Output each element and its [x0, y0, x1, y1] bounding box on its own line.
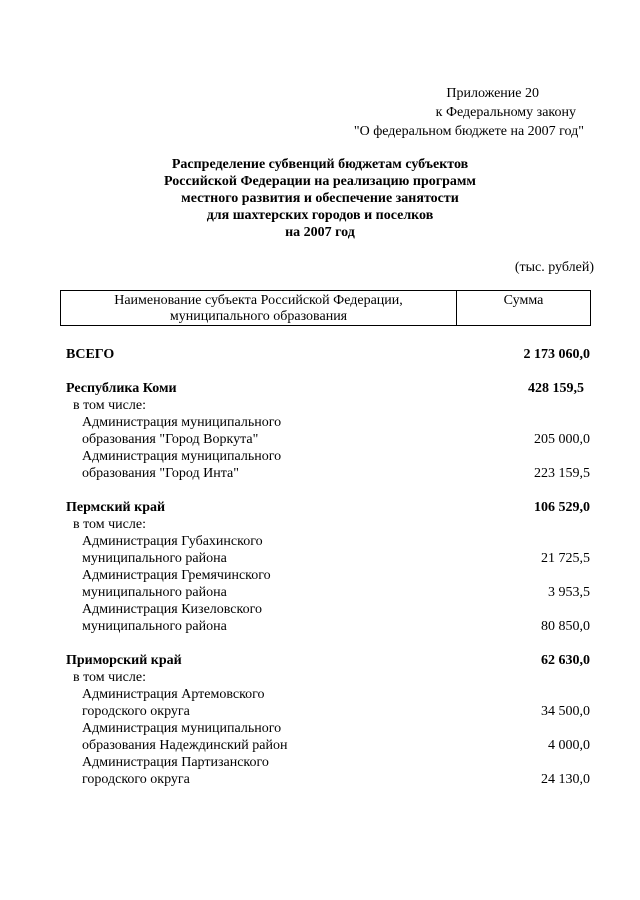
region-name: Пермский край: [66, 500, 166, 515]
region-value: 428 159,5: [528, 381, 584, 396]
column-header-sum: Сумма: [503, 293, 544, 308]
municipality-row: [66, 567, 590, 601]
municipality-row: [66, 754, 590, 788]
region-name: Приморский край: [66, 653, 182, 668]
title-line-4: для шахтерских городов и поселков: [206, 208, 434, 223]
municipality-row: [66, 686, 590, 720]
region-value: 62 630,0: [541, 653, 590, 668]
municipality-value: 21 725,5: [541, 551, 590, 566]
region-group: [66, 380, 590, 482]
municipality-value: 24 130,0: [541, 772, 590, 787]
municipality-name-line-2: муниципального района: [82, 551, 227, 566]
region-group: [66, 499, 590, 635]
column-header-name-line-2: муниципального образования: [169, 309, 348, 324]
municipality-name-line-2: городского округа: [82, 772, 190, 787]
region-row: [66, 380, 590, 397]
municipality-row: [66, 533, 590, 567]
title-line-2: Российской Федерации на реализацию программ: [164, 174, 476, 189]
units-label: (тыс. рублей): [514, 260, 594, 275]
document-title: [120, 156, 520, 241]
table-header: [60, 290, 591, 326]
annex-header: [354, 84, 584, 141]
title-line-1: Распределение субвенций бюджетам субъектов: [171, 157, 469, 172]
region-value: 106 529,0: [534, 500, 590, 515]
municipality-name-line-2: муниципального района: [82, 619, 227, 634]
total-value: 2 173 060,0: [523, 347, 590, 362]
municipality-value: 4 000,0: [548, 738, 590, 753]
municipality-row: [66, 414, 590, 448]
annex-number: Приложение 20: [446, 86, 539, 101]
municipality-name-line-1: Администрация Гремячинского: [82, 568, 271, 583]
column-header-name: [61, 291, 457, 325]
municipality-row: [66, 720, 590, 754]
including-label: в том числе:: [73, 517, 146, 532]
total-label: ВСЕГО: [66, 347, 115, 362]
municipality-value: 223 159,5: [534, 466, 590, 481]
municipality-row: [66, 448, 590, 482]
municipality-name-line-1: Администрация Кизеловского: [82, 602, 262, 617]
municipality-name-line-2: муниципального района: [82, 585, 227, 600]
region-row: [66, 652, 590, 669]
total-row: [66, 346, 590, 363]
municipality-name-line-1: Администрация муниципального: [82, 449, 282, 464]
municipality-value: 3 953,5: [548, 585, 590, 600]
annex-law-title: "О федеральном бюджете на 2007 год": [353, 124, 584, 139]
annex-law-ref: к Федеральному закону: [435, 105, 576, 120]
municipality-name-line-1: Администрация Партизанского: [82, 755, 269, 770]
municipality-row: [66, 601, 590, 635]
column-header-name-line-1: Наименование субъекта Российской Федерации,: [114, 293, 403, 308]
including-label: в том числе:: [73, 398, 146, 413]
including-label: в том числе:: [73, 670, 146, 685]
municipality-name-line-1: Администрация Губахинского: [82, 534, 263, 549]
municipality-name-line-1: Администрация муниципального: [82, 721, 282, 736]
title-line-3: местного развития и обеспечение занятости: [181, 191, 459, 206]
municipality-name-line-2: городского округа: [82, 704, 190, 719]
table-body: [66, 346, 590, 788]
title-line-5: на 2007 год: [285, 225, 355, 240]
municipality-name-line-2: образования "Город Инта": [82, 466, 239, 481]
municipality-value: 34 500,0: [541, 704, 590, 719]
municipality-name-line-2: образования Надеждинский район: [82, 738, 288, 753]
region-name: Республика Коми: [66, 381, 177, 396]
region-row: [66, 499, 590, 516]
municipality-value: 80 850,0: [541, 619, 590, 634]
municipality-name-line-2: образования "Город Воркута": [82, 432, 259, 447]
region-group: [66, 652, 590, 788]
municipality-value: 205 000,0: [534, 432, 590, 447]
municipality-name-line-1: Администрация муниципального: [82, 415, 282, 430]
municipality-name-line-1: Администрация Артемовского: [82, 687, 265, 702]
